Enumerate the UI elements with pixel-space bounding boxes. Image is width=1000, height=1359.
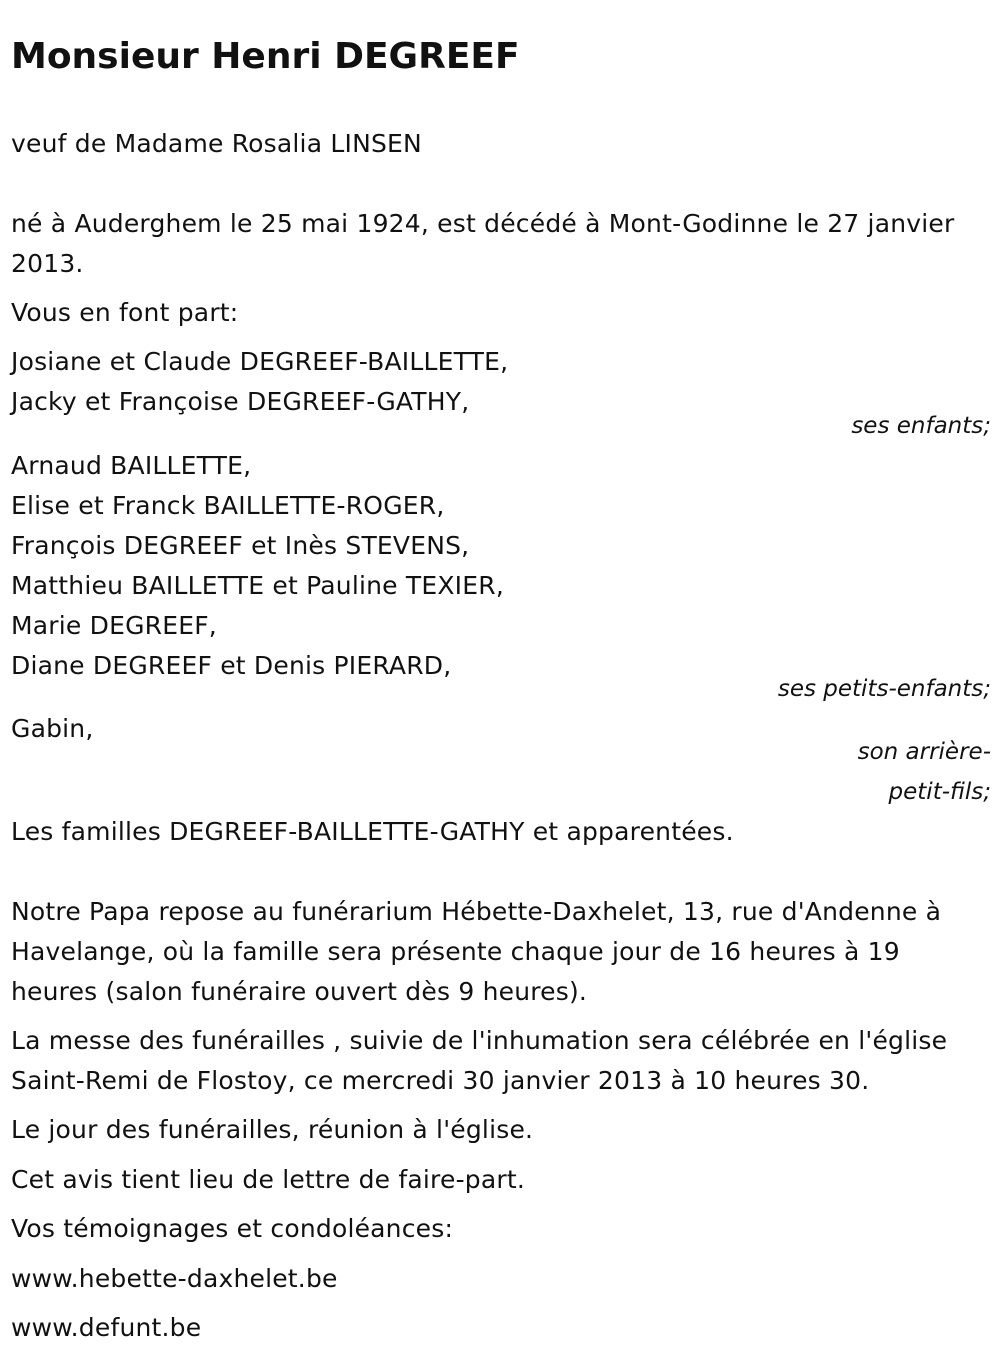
- mass-line: La messe des funérailles , suivie de l'inhumation sera célébrée en l'église: [11, 1026, 948, 1055]
- grandchildren-label: ses petits-enfants;: [777, 676, 991, 702]
- website-link-defunt[interactable]: www.defunt.be: [11, 1313, 202, 1342]
- widow-line: veuf de Madame Rosalia LINSEN: [11, 129, 422, 158]
- rest-line: Havelange, où la famille sera présente chaque jour de 16 heures à 19: [11, 937, 900, 966]
- grandchild-name: Diane DEGREEF et Denis PIERARD,: [11, 651, 452, 680]
- page-title: Monsieur Henri DEGREEF: [11, 36, 520, 77]
- condolences-line: Vos témoignages et condoléances:: [11, 1214, 454, 1243]
- child-name: Josiane et Claude DEGREEF-BAILLETTE,: [11, 347, 509, 376]
- grandchild-name: Marie DEGREEF,: [11, 611, 217, 640]
- great-grandchild-name: Gabin,: [11, 714, 94, 743]
- notice-line: Cet avis tient lieu de lettre de faire-part.: [11, 1165, 526, 1194]
- rest-line: heures (salon funéraire ouvert dès 9 heures).: [11, 977, 588, 1006]
- rest-line: Notre Papa repose au funérarium Hébette-Daxhelet, 13, rue d'Andenne à: [11, 897, 942, 926]
- great-grandchild-label-1: son arrière-: [857, 739, 991, 765]
- meeting-line: Le jour des funérailles, réunion à l'église.: [11, 1115, 534, 1144]
- website-link-hebette[interactable]: www.hebette-daxhelet.be: [11, 1264, 338, 1293]
- announce-text: Vous en font part:: [11, 298, 239, 327]
- children-label: ses enfants;: [851, 413, 991, 439]
- birth-line-2: 2013.: [11, 249, 84, 278]
- great-grandchild-label-2: petit-fils;: [888, 779, 991, 805]
- grandchild-name: François DEGREEF et Inès STEVENS,: [11, 531, 470, 560]
- mass-line: Saint-Remi de Flostoy, ce mercredi 30 janvier 2013 à 10 heures 30.: [11, 1066, 870, 1095]
- families-line: Les familles DEGREEF-BAILLETTE-GATHY et apparentées.: [11, 817, 734, 846]
- grandchild-name: Matthieu BAILLETTE et Pauline TEXIER,: [11, 571, 504, 600]
- obituary-notice: [11, 0, 991, 1359]
- child-name: Jacky et Françoise DEGREEF-GATHY,: [11, 387, 470, 416]
- grandchild-name: Arnaud BAILLETTE,: [11, 451, 252, 480]
- grandchild-name: Elise et Franck BAILLETTE-ROGER,: [11, 491, 445, 520]
- birth-line-1: né à Auderghem le 25 mai 1924, est décédé à Mont-Godinne le 27 janvier: [11, 209, 955, 238]
